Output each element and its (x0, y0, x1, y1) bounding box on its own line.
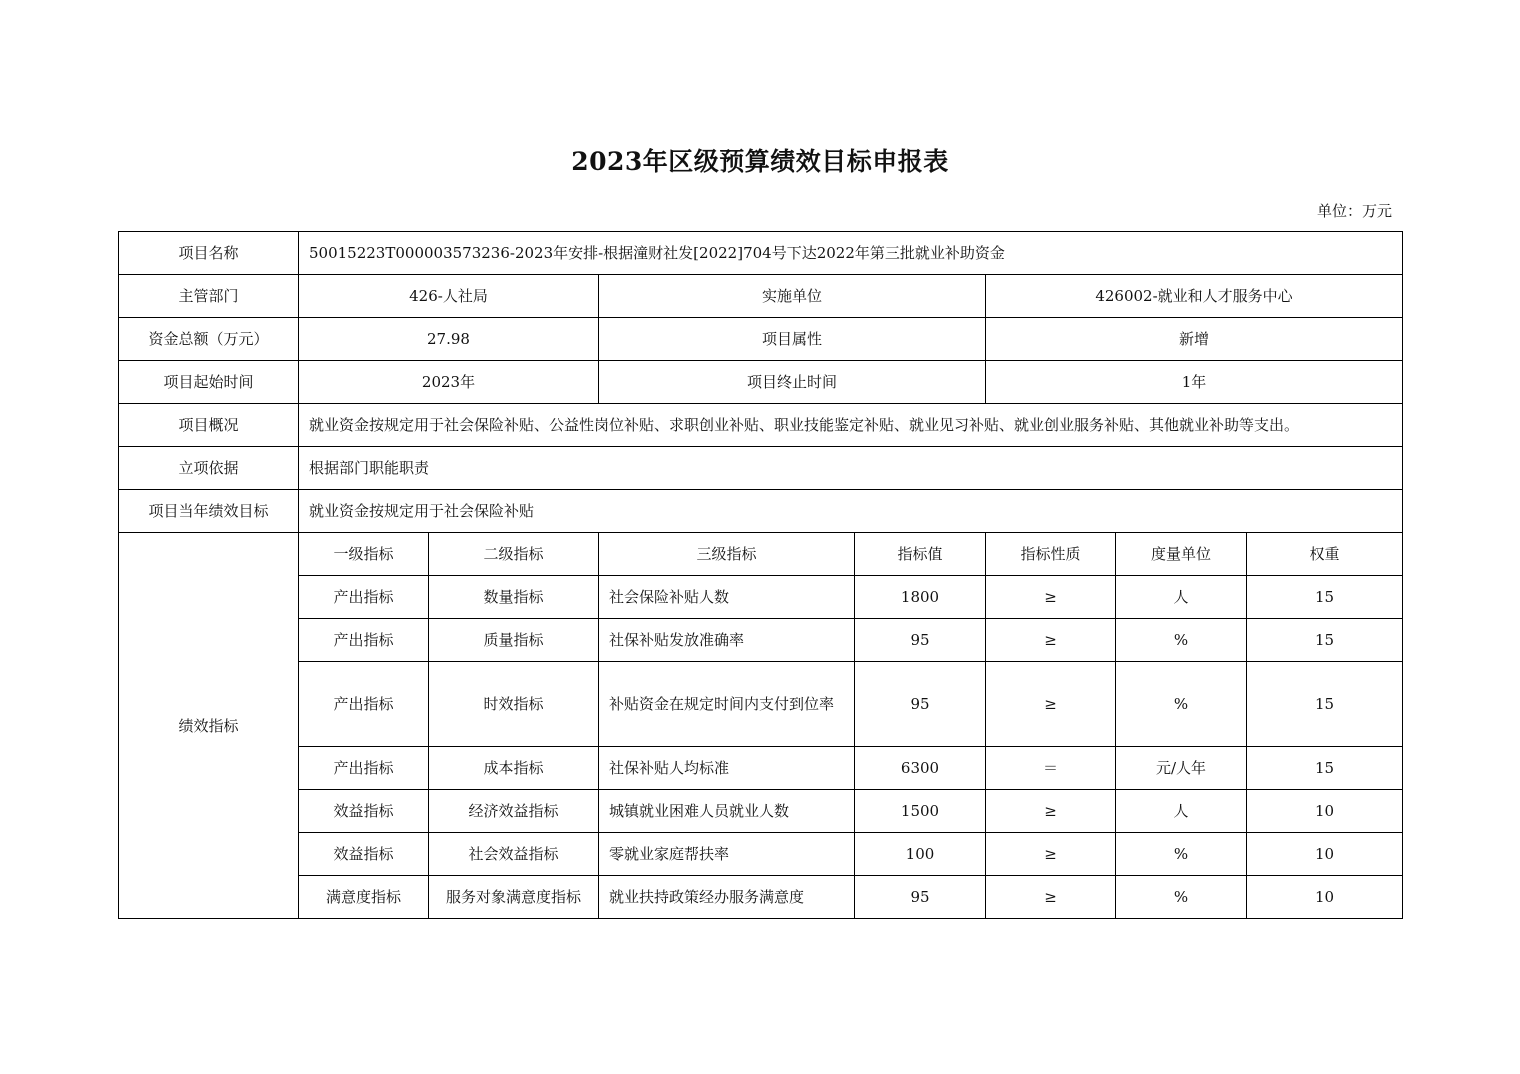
indicator-nature: ≥ (986, 576, 1116, 619)
indicator-nature: ≥ (986, 790, 1116, 833)
indicator-level-2: 社会效益指标 (429, 833, 599, 876)
indicator-weight: 15 (1247, 619, 1403, 662)
indicator-value: 95 (855, 876, 986, 919)
indicator-nature: ≥ (986, 662, 1116, 747)
indicator-unit: % (1116, 619, 1247, 662)
indicator-weight: 15 (1247, 576, 1403, 619)
funds-value: 27.98 (299, 318, 599, 361)
row-overview (119, 404, 1403, 447)
unit-label: 单位：万元 (1316, 202, 1392, 220)
project-name-label: 项目名称 (119, 232, 299, 275)
header-unit: 度量单位 (1116, 533, 1247, 576)
basis-value: 根据部门职能职责 (299, 447, 1403, 490)
project-attribute-label: 项目属性 (599, 318, 986, 361)
indicator-unit: 人 (1116, 790, 1247, 833)
department-value: 426-人社局 (299, 275, 599, 318)
end-time-label: 项目终止时间 (599, 361, 986, 404)
end-time-value: 1年 (986, 361, 1403, 404)
indicator-nature: ≥ (986, 833, 1116, 876)
header-level-3: 三级指标 (599, 533, 855, 576)
indicator-nature: ≥ (986, 876, 1116, 919)
indicator-nature: ≥ (986, 619, 1116, 662)
indicator-level-3: 零就业家庭帮扶率 (599, 833, 855, 876)
indicator-value: 1800 (855, 576, 986, 619)
indicator-row (119, 619, 1403, 662)
indicator-row (119, 876, 1403, 919)
goal-value: 就业资金按规定用于社会保险补贴 (299, 490, 1403, 533)
header-value: 指标值 (855, 533, 986, 576)
indicator-value: 95 (855, 662, 986, 747)
department-label: 主管部门 (119, 275, 299, 318)
indicator-unit: % (1116, 662, 1247, 747)
overview-label: 项目概况 (119, 404, 299, 447)
indicator-level-2: 数量指标 (429, 576, 599, 619)
performance-report-table (118, 231, 1403, 919)
indicators-label: 绩效指标 (119, 533, 299, 919)
indicator-weight: 10 (1247, 876, 1403, 919)
indicator-weight: 10 (1247, 790, 1403, 833)
basis-label: 立项依据 (119, 447, 299, 490)
indicator-value: 1500 (855, 790, 986, 833)
indicator-level-1: 产出指标 (299, 619, 429, 662)
indicator-value: 95 (855, 619, 986, 662)
indicator-weight: 10 (1247, 833, 1403, 876)
indicator-level-1: 产出指标 (299, 576, 429, 619)
indicator-level-3: 补贴资金在规定时间内支付到位率 (599, 662, 855, 747)
indicator-weight: 15 (1247, 662, 1403, 747)
indicator-level-2: 质量指标 (429, 619, 599, 662)
header-nature: 指标性质 (986, 533, 1116, 576)
indicator-value: 100 (855, 833, 986, 876)
row-timeline (119, 361, 1403, 404)
indicator-level-1: 产出指标 (299, 747, 429, 790)
indicator-level-1: 效益指标 (299, 790, 429, 833)
overview-value: 就业资金按规定用于社会保险补贴、公益性岗位补贴、求职创业补贴、职业技能鉴定补贴、就业见习补贴、就业创业服务补贴、其他就业补助等支出。 (299, 404, 1403, 447)
project-attribute-value: 新增 (986, 318, 1403, 361)
implementing-unit-value: 426002-就业和人才服务中心 (986, 275, 1403, 318)
goal-label: 项目当年绩效目标 (119, 490, 299, 533)
indicator-level-2: 时效指标 (429, 662, 599, 747)
indicator-row (119, 747, 1403, 790)
indicator-level-1: 满意度指标 (299, 876, 429, 919)
row-goal (119, 490, 1403, 533)
indicator-value: 6300 (855, 747, 986, 790)
implementing-unit-label: 实施单位 (599, 275, 986, 318)
indicator-level-1: 产出指标 (299, 662, 429, 747)
indicator-nature: ＝ (986, 747, 1116, 790)
project-name-value: 50015223T000003573236-2023年安排-根据潼财社发[2022]704号下达2022年第三批就业补助资金 (299, 232, 1403, 275)
indicator-level-2: 服务对象满意度指标 (429, 876, 599, 919)
indicator-weight: 15 (1247, 747, 1403, 790)
indicator-unit: 元/人年 (1116, 747, 1247, 790)
page-title: 2023年区级预算绩效目标申报表 (571, 147, 949, 176)
indicator-unit: 人 (1116, 576, 1247, 619)
indicator-row (119, 576, 1403, 619)
indicator-level-2: 成本指标 (429, 747, 599, 790)
start-time-value: 2023年 (299, 361, 599, 404)
indicator-unit: % (1116, 833, 1247, 876)
indicator-level-3: 就业扶持政策经办服务满意度 (599, 876, 855, 919)
indicator-row (119, 833, 1403, 876)
header-level-2: 二级指标 (429, 533, 599, 576)
indicator-row (119, 662, 1403, 747)
header-level-1: 一级指标 (299, 533, 429, 576)
funds-label: 资金总额（万元） (119, 318, 299, 361)
row-funds (119, 318, 1403, 361)
indicator-row (119, 790, 1403, 833)
indicator-level-3: 社保补贴发放准确率 (599, 619, 855, 662)
header-weight: 权重 (1247, 533, 1403, 576)
row-department (119, 275, 1403, 318)
indicator-header-row (119, 533, 1403, 576)
indicator-level-1: 效益指标 (299, 833, 429, 876)
indicator-level-3: 城镇就业困难人员就业人数 (599, 790, 855, 833)
indicator-level-3: 社会保险补贴人数 (599, 576, 855, 619)
indicator-level-3: 社保补贴人均标准 (599, 747, 855, 790)
row-project-name (119, 232, 1403, 275)
row-basis (119, 447, 1403, 490)
start-time-label: 项目起始时间 (119, 361, 299, 404)
indicator-level-2: 经济效益指标 (429, 790, 599, 833)
indicator-unit: % (1116, 876, 1247, 919)
